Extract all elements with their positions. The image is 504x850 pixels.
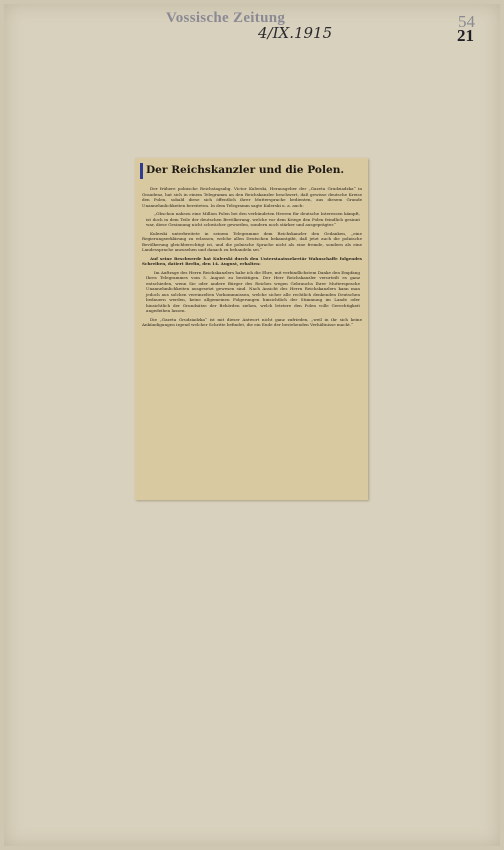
newspaper-stamp: Vossische Zeitung — [166, 10, 286, 26]
article-headline: Der Reichskanzler und die Polen. — [146, 164, 345, 176]
handwritten-date: 4/IX.1915 — [258, 24, 333, 42]
clipping-edge-mark — [140, 163, 143, 179]
page-number-top: 54 — [458, 12, 475, 31]
article-letter: Im Auftrage des Herrn Reichskanzlers habe ich die Ehre, mit verbindlichstem Danke den Empfang Ihres Telegrammes vom 5. August zu bestätigen. Der Herr Reichskanzler verurteilt es ganz entschieden, wenn Sie oder andere Bürger des Reiches wegen Gebrauchs Ihrer Muttersprache Unannehmlichkeiten ausgesetzt gewesen sind. Nach Ansicht des Herrn Reichskanzlers kann man jedoch aus solchen vereinzelten Vorkommnissen, welche sicher alle rechtlich denkenden Deutschen bedauern werden, keine allgemeinen Folgerungen hinsichtlich der Stimmung im Lande oder hinsichtlich der Grundsätze der Behörden ziehen, welch letztere den Polen volle Gerechtigkeit angedeihen lassen. — [146, 269, 360, 313]
article-quote: „Obschon nahezu eine Million Polen bei den verbündeten Heeren für deutsche Interessen kämpft, ist doch in dem Teile der deutschen Bevölkerung, welche vor dem Kriege den Polen feindlich gesinnt war, diese Gesinnung nicht schwächer geworden, sondern noch stärker und ausgeprägter.“ — [146, 211, 360, 227]
article-paragraph: Kulerski unterbreitete in seinem Telegramme dem Reichskanzler den Gedanken, „eine Regierungserklärung zu erlassen, welche allen Deutschen bekanntgibt, daß jetzt auch die polnische Bevölkerung gleichberechtigt ist, und die polnische Sprache nicht als eine fremde, sondern als eine Landessprache anzusehen und danach zu behandeln sei.“ — [142, 230, 362, 252]
page-number-bottom: 21 — [457, 26, 474, 45]
article-paragraph: Die „Gazeta Grudziadzka“ ist mit dieser Antwort nicht ganz zufrieden, „weil in ihr sich keine Ankündigungen irgend welcher Schritte befindet, die ein Ende der bestehenden Verhältnisse macht.“ — [142, 316, 362, 327]
article-body — [142, 186, 362, 331]
article-paragraph: Auf seine Beschwerde hat Kulerski durch den Unterstaatssekretär Wahnschaffe folgendes Schreiben, datiert Berlin, den 14. August, erhalten: — [142, 255, 362, 266]
article-paragraph: Der frühere polnische Reichstagsabg. Victor Kulerski, Herausgeber der „Gazeta Grudziadzka“ in Graudenz, hat sich in einem Telegramm an den Reichskanzler beschwert, daß gewisse deutsche Kreise den Polen, sobald diese sich öffentlich ihrer Muttersprache bedienten, aus diesem Grunde Unannehmlichkeiten bereiteten. In dem Telegramm sagte Kulerski u. a. auch: — [142, 186, 362, 208]
